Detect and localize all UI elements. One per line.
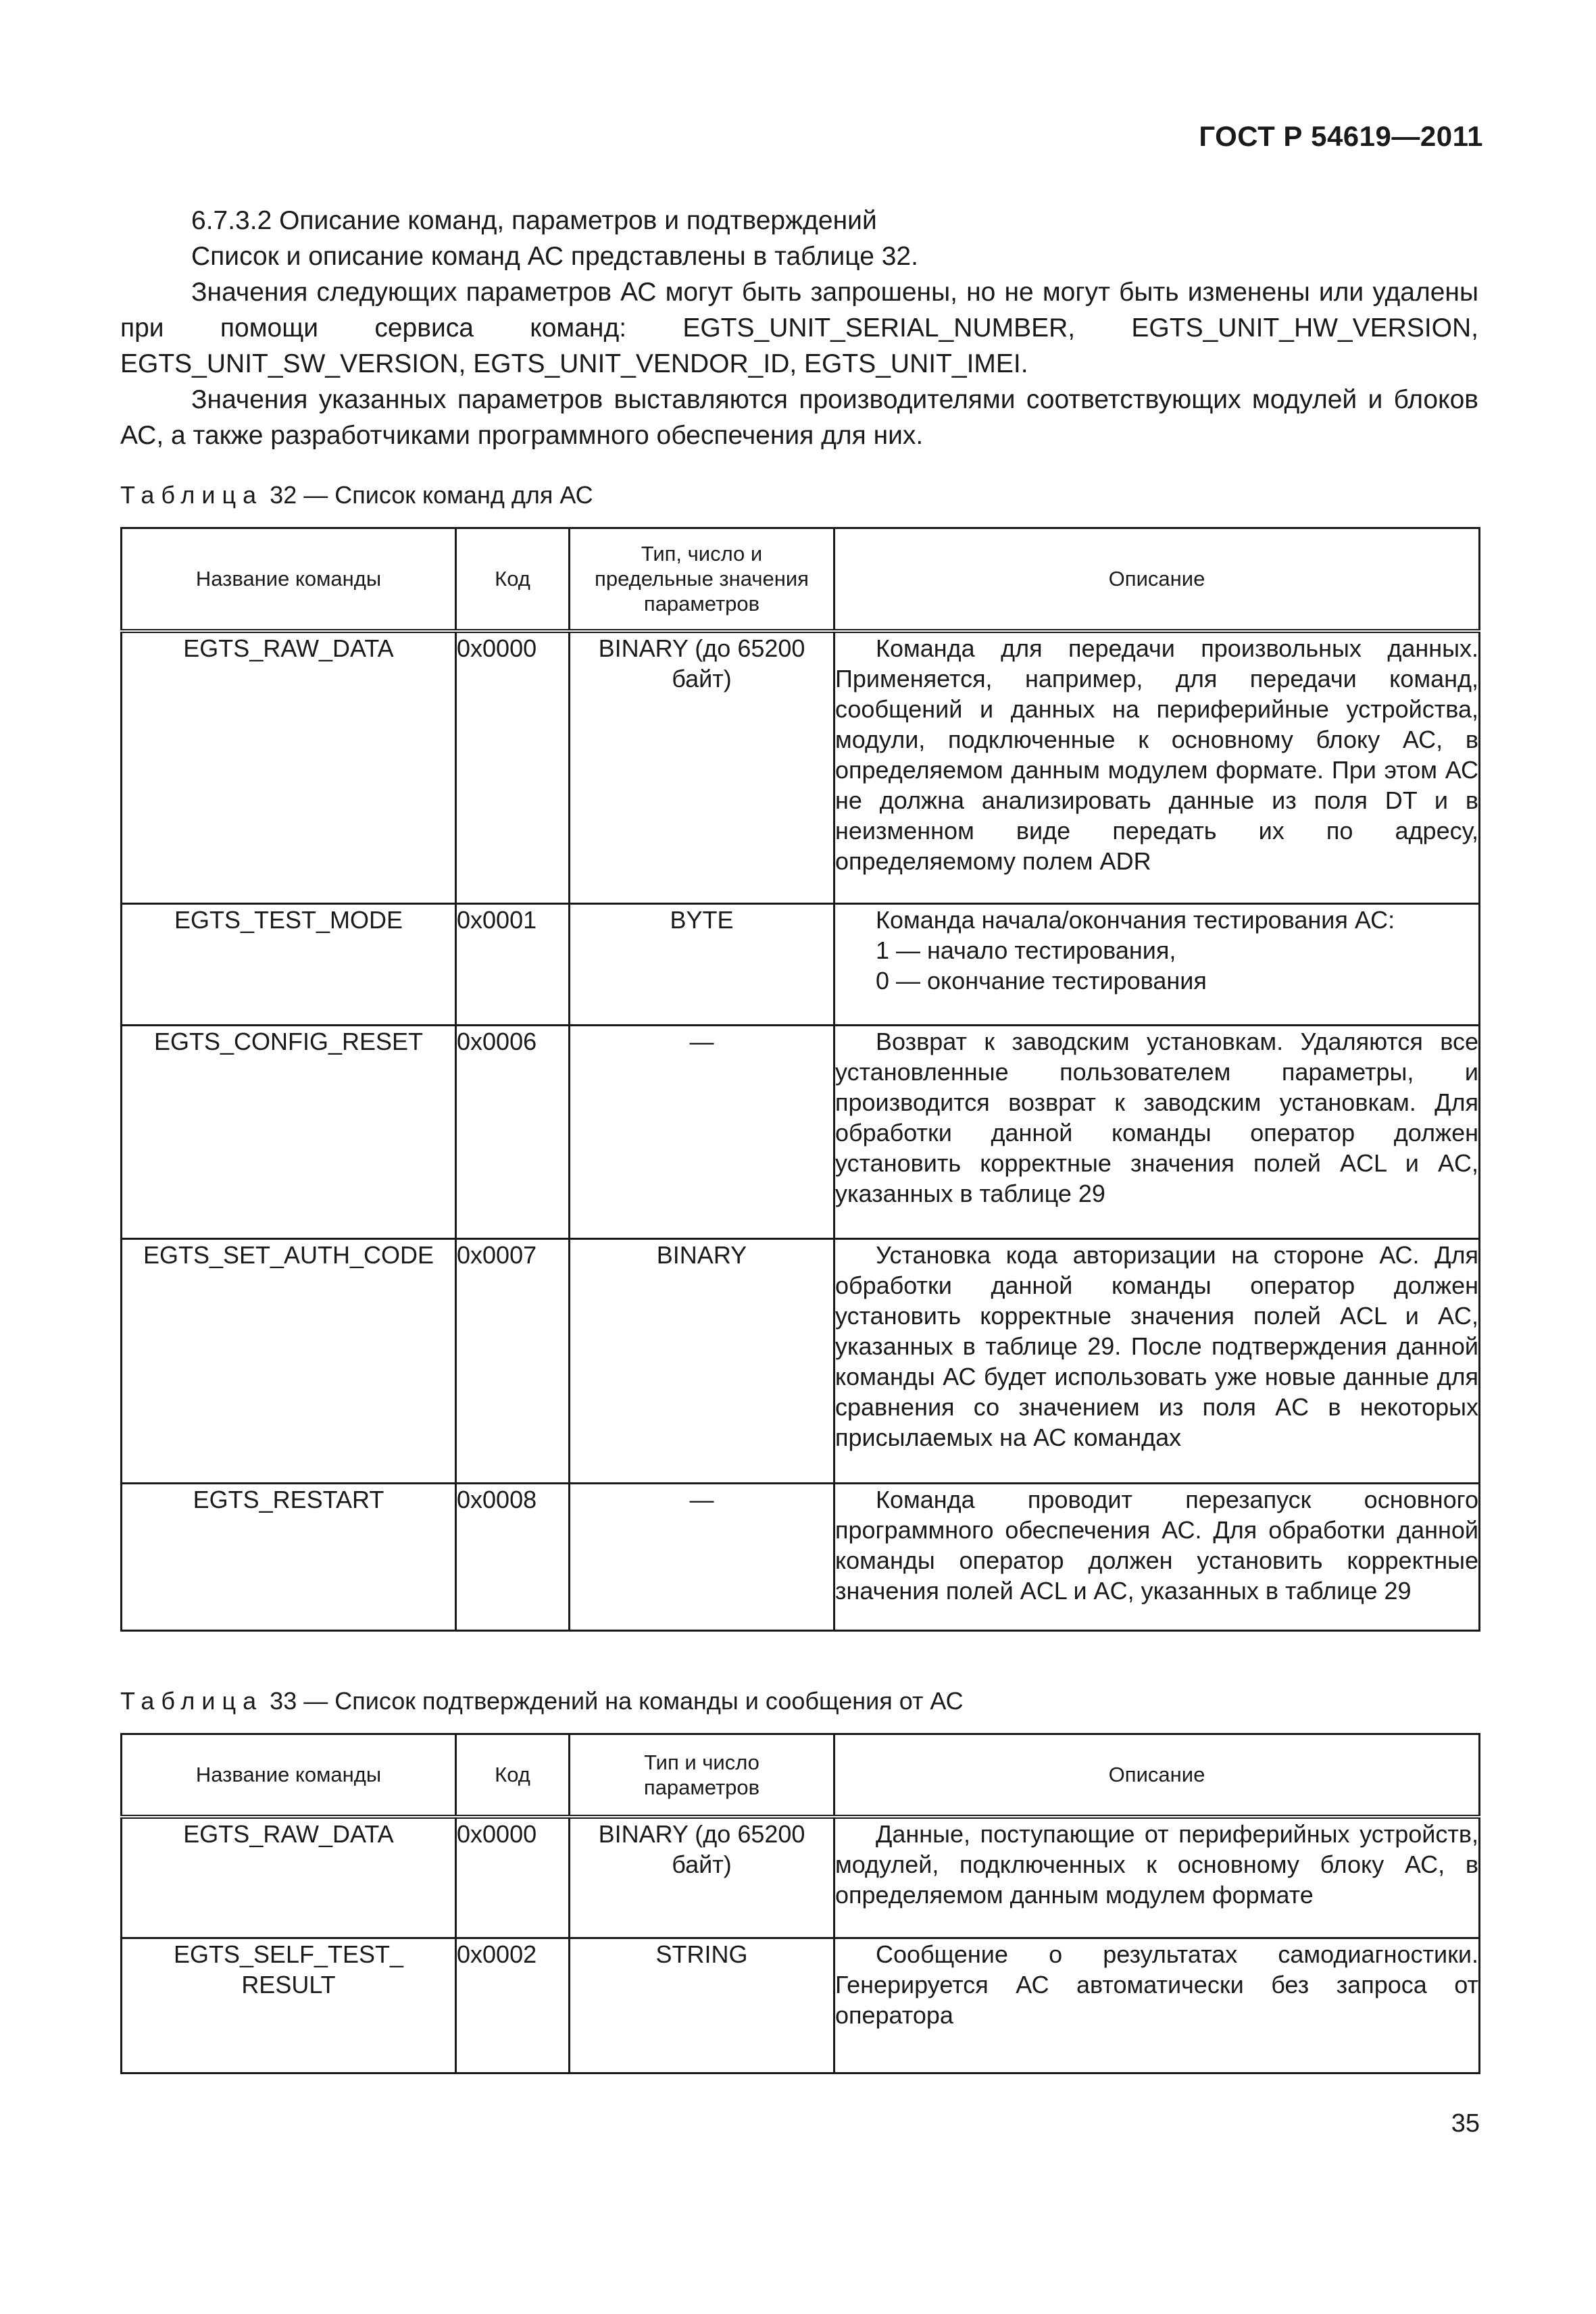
- table-32: [120, 527, 1480, 1632]
- table-32-caption: [120, 481, 593, 509]
- cell-description: [834, 1026, 1480, 1239]
- cell-type: STRING: [570, 1938, 834, 2073]
- cell-description: [834, 904, 1480, 1026]
- cell-code: 0x0002: [456, 1938, 570, 2073]
- paragraph: Значения указанных параметров выставляются производителями соответствующих модулей и блоков АС, а также разработчиками программного обеспечения для них.: [120, 385, 1478, 450]
- header-description: Описание: [834, 528, 1480, 631]
- description-text: Команда проводит перезапуск основного программного обеспечения АС. Для обработки данной команды оператор должен установить корректные значения полей ACL и AC, указанных в таблице 29: [835, 1486, 1478, 1605]
- caption-text: 32 — Список команд для АС: [270, 481, 593, 509]
- table-33-caption: [120, 1687, 964, 1715]
- cell-code: 0x0007: [456, 1239, 570, 1484]
- cell-description: [834, 1484, 1480, 1631]
- table-row: [122, 631, 1480, 904]
- list-item: 0 — окончание тестирования: [876, 967, 1207, 995]
- header-code: Код: [456, 1734, 570, 1817]
- cell-description: [834, 1239, 1480, 1484]
- cell-code: 0x0000: [456, 631, 570, 904]
- cell-code: 0x0006: [456, 1026, 570, 1239]
- table-row: [122, 1817, 1480, 1938]
- caption-label: Таблица: [120, 481, 264, 509]
- description-text: Возврат к заводским установкам. Удаляются все установленные пользователем параметры, и производится возврат к заводским установкам. Для обработки данной команды оператор должен установить корректные значения полей ACL и AC, указанных в таблице 29: [835, 1028, 1478, 1207]
- cell-code: 0x0008: [456, 1484, 570, 1631]
- header-code: Код: [456, 528, 570, 631]
- cell-description: [834, 1817, 1480, 1938]
- table-header-row: [122, 528, 1480, 631]
- cell-type: BINARY (до 65200 байт): [570, 1817, 834, 1938]
- header-type: Тип, число и предельные значения параметров: [570, 528, 834, 631]
- paragraph: Значения следующих параметров АС могут быть запрошены, но не могут быть изменены или удалены при помощи сервиса команд: EGTS_UNIT_SERIAL_NUMBER, EGTS_UNIT_HW_VERSION, EGTS_UNIT_SW_VERSION, EGTS_UNIT_VENDOR_ID, EGTS_UNIT_IMEI.: [120, 278, 1478, 378]
- cell-name: EGTS_SELF_TEST_ RESULT: [122, 1938, 456, 2073]
- cell-name: EGTS_TEST_MODE: [122, 904, 456, 1026]
- cell-type: BINARY: [570, 1239, 834, 1484]
- table-row: [122, 1938, 1480, 2073]
- table-33: [120, 1733, 1480, 2074]
- cell-type: —: [570, 1026, 834, 1239]
- cell-type: BYTE: [570, 904, 834, 1026]
- table-row: [122, 1484, 1480, 1631]
- cell-type: —: [570, 1484, 834, 1631]
- cell-description: [834, 1938, 1480, 2073]
- description-text: Установка кода авторизации на стороне АС. Для обработки данной команды оператор должен установить корректные значения полей ACL и AC, указанных в таблице 29. После подтверждения данной команды АС будет использовать уже новые данные для сравнения со значением из поля AC в некоторых присылаемых на АС командах: [835, 1241, 1478, 1451]
- caption-label: Таблица: [120, 1687, 264, 1715]
- list-item: 1 — начало тестирования,: [876, 936, 1176, 964]
- cell-description: [834, 631, 1480, 904]
- cell-name: EGTS_RESTART: [122, 1484, 456, 1631]
- cell-type: BINARY (до 65200 байт): [570, 631, 834, 904]
- description-text: Сообщение о результатах самодиагностики. Генерируется АС автоматически без запроса от оператора: [835, 1940, 1478, 2029]
- standard-designation: ГОСТ Р 54619—2011: [1199, 120, 1483, 152]
- cell-name: EGTS_SET_AUTH_CODE: [122, 1239, 456, 1484]
- cell-name: EGTS_CONFIG_RESET: [122, 1026, 456, 1239]
- table-row: [122, 1239, 1480, 1484]
- table-header-row: [122, 1734, 1480, 1817]
- page-number: 35: [1451, 2109, 1480, 2138]
- cell-code: 0x0000: [456, 1817, 570, 1938]
- intro-text: [120, 203, 1478, 453]
- cell-name: EGTS_RAW_DATA: [122, 631, 456, 904]
- table-row: [122, 904, 1480, 1026]
- description-text: Команда начала/окончания тестирования АС:: [876, 906, 1395, 934]
- header-type: Тип и число параметров: [570, 1734, 834, 1817]
- caption-text: 33 — Список подтверждений на команды и сообщения от АС: [270, 1687, 964, 1715]
- cell-code: 0x0001: [456, 904, 570, 1026]
- description-text: Данные, поступающие от периферийных устройств, модулей, подключенных к основному блоку АС, в определяемом данным модулем формате: [835, 1819, 1478, 1909]
- table-row: [122, 1026, 1480, 1239]
- description-text: Команда для передачи произвольных данных. Применяется, например, для передачи команд, сообщений и данных на периферийные устройства, модули, подключенные к основному блоку АС, в определяемом данным модулем формате. При этом АС не должна анализировать данные из поля DT и в неизменном виде передать их по адресу, определяемому полем ADR: [835, 634, 1478, 875]
- header-name: Название команды: [122, 1734, 456, 1817]
- cell-name: EGTS_RAW_DATA: [122, 1817, 456, 1938]
- section-heading: 6.7.3.2 Описание команд, параметров и подтверждений: [191, 206, 877, 235]
- header-description: Описание: [834, 1734, 1480, 1817]
- paragraph: Список и описание команд АС представлены в таблице 32.: [191, 242, 918, 271]
- header-name: Название команды: [122, 528, 456, 631]
